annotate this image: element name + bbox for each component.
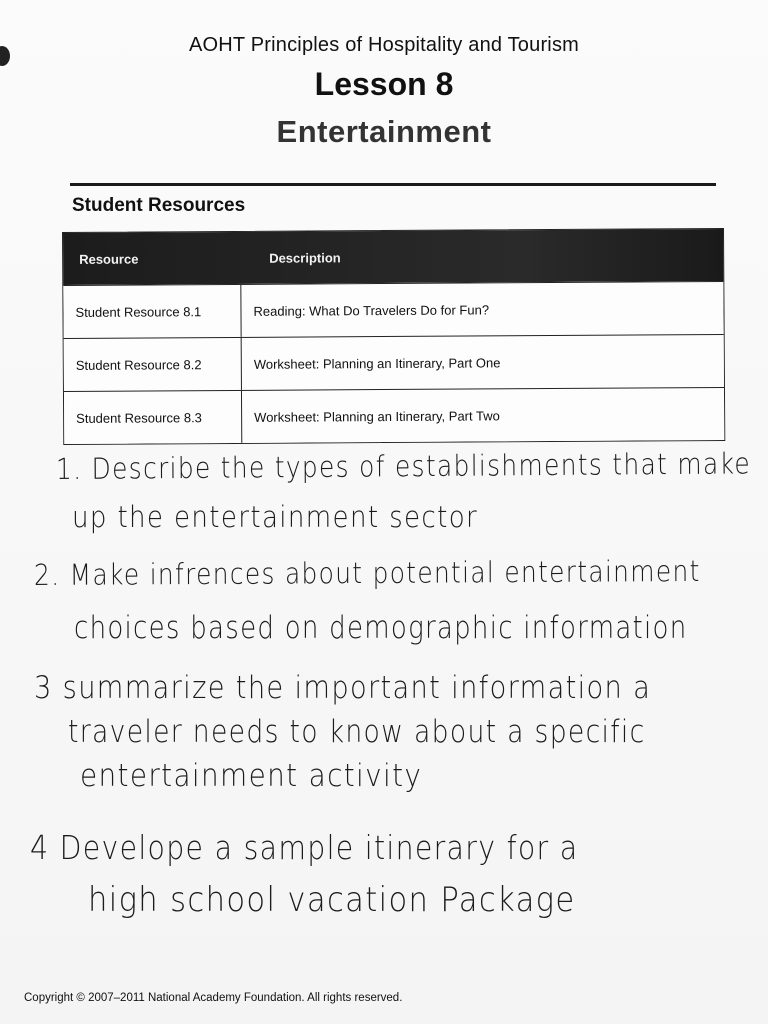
divider bbox=[70, 183, 716, 186]
handwritten-note-line: high school vacation Package bbox=[88, 880, 576, 920]
copyright-notice: Copyright © 2007–2011 National Academy Foundation. All rights reserved. bbox=[24, 992, 403, 1004]
table-row bbox=[64, 334, 724, 391]
lesson-number: Lesson 8 bbox=[314, 66, 454, 102]
handwritten-note-line: 1. Describe the types of establishments that make bbox=[55, 446, 752, 486]
description-cell: Reading: What Do Travelers Do for Fun? bbox=[253, 301, 490, 319]
description-cell: Worksheet: Planning an Itinerary, Part Two bbox=[254, 407, 500, 425]
resource-cell: Student Resource 8.2 bbox=[64, 338, 242, 391]
table-row bbox=[64, 387, 724, 444]
handwritten-note-line: up the entertainment sector bbox=[72, 500, 479, 534]
resources-table bbox=[62, 228, 725, 445]
resource-cell: Student Resource 8.1 bbox=[63, 285, 241, 338]
handwritten-note-line: traveler needs to know about a specific bbox=[68, 714, 646, 750]
table-row bbox=[63, 281, 723, 338]
column-header-description: Description bbox=[269, 249, 341, 266]
lesson-topic: Entertainment bbox=[276, 114, 492, 149]
description-cell: Worksheet: Planning an Itinerary, Part One bbox=[253, 354, 501, 372]
table-header bbox=[63, 229, 723, 285]
handwritten-note-line: 3 summarize the important information a bbox=[34, 670, 652, 706]
handwritten-note-line: choices based on demographic information bbox=[74, 610, 688, 646]
section-title: Student Resources bbox=[72, 195, 246, 216]
course-title: AOHT Principles of Hospitality and Tourism bbox=[188, 34, 580, 56]
handwritten-note-line: 4 Develope a sample itinerary for a bbox=[30, 828, 579, 867]
column-header-resource: Resource bbox=[79, 251, 139, 267]
handwritten-note-line: entertainment activity bbox=[80, 758, 423, 794]
handwritten-note-line: 2. Make infrences about potential entertainment bbox=[33, 553, 701, 592]
resource-cell: Student Resource 8.3 bbox=[64, 391, 242, 444]
